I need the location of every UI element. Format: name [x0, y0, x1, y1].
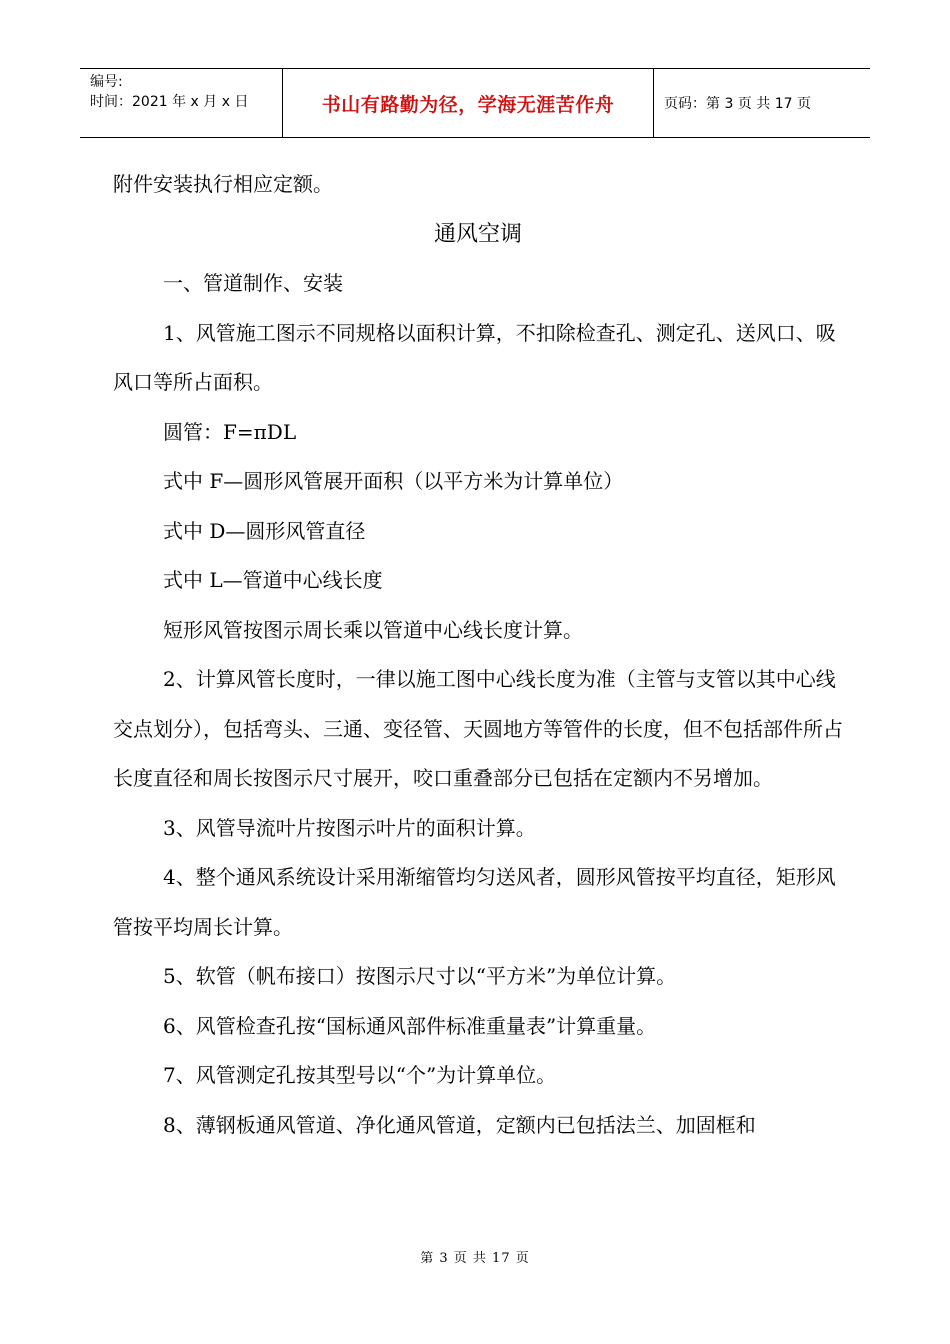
paragraph: 7、风管测定孔按其型号以“个”为计算单位。	[163, 1063, 557, 1087]
paragraph: 附件安装执行相应定额。	[113, 172, 333, 196]
paragraph: 6、风管检查孔按“国标通风部件标准重量表”计算重量。	[163, 1013, 657, 1038]
section-title: 通风空调	[433, 221, 522, 247]
paragraph: 2、计算风管长度时，一律以施工图中心线长度为准（主管与支管以其中心线交点划分），包括弯头、三通、变径管、天圆地方等管件的长度，但不包括部件所占长度直径和周长按图示尺寸展开，咬口重叠部分已包括在定额内不另增加。	[113, 667, 843, 790]
page-footer: 第 3 页 共 17 页	[420, 1251, 530, 1266]
formula-note: 式中 D—圆形风管直径	[163, 518, 366, 543]
formula: 圆管：F=πDL	[163, 419, 297, 444]
paragraph: 短形风管按图示周长乘以管道中心线长度计算。	[163, 617, 583, 642]
paragraph: 1、风管施工图示不同规格以面积计算，不扣除检查孔、测定孔、送风口、吸风口等所占面积。	[113, 320, 836, 394]
paragraph: 3、风管导流叶片按图示叶片的面积计算。	[163, 815, 536, 840]
number-label: 编号:	[90, 74, 123, 90]
paragraph: 8、薄钢板通风管道、净化通风管道，定额内已包括法兰、加固框和	[163, 1112, 756, 1137]
document-body	[113, 160, 843, 1150]
formula-note: 式中 L—管道中心线长度	[163, 568, 383, 592]
header-table	[80, 68, 870, 138]
header-meta	[80, 69, 282, 137]
paragraph: 5、软管（帆布接口）按图示尺寸以“平方米”为单位计算。	[163, 964, 677, 988]
section-heading: 一、管道制作、安装	[163, 271, 343, 295]
paragraph: 4、整个通风系统设计采用渐缩管均匀送风者，圆形风管按平均直径，矩形风管按平均周长计算。	[113, 865, 836, 939]
header-motto: 书山有路勤为径，学海无涯苦作舟	[282, 69, 654, 137]
formula-note: 式中 F—圆形风管展开面积（以平方米为计算单位）	[163, 469, 624, 493]
time-label: 时间：2021 年 x 月 x 日	[90, 94, 249, 110]
header-page-info: 页码：第 3 页 共 17 页	[664, 96, 811, 112]
